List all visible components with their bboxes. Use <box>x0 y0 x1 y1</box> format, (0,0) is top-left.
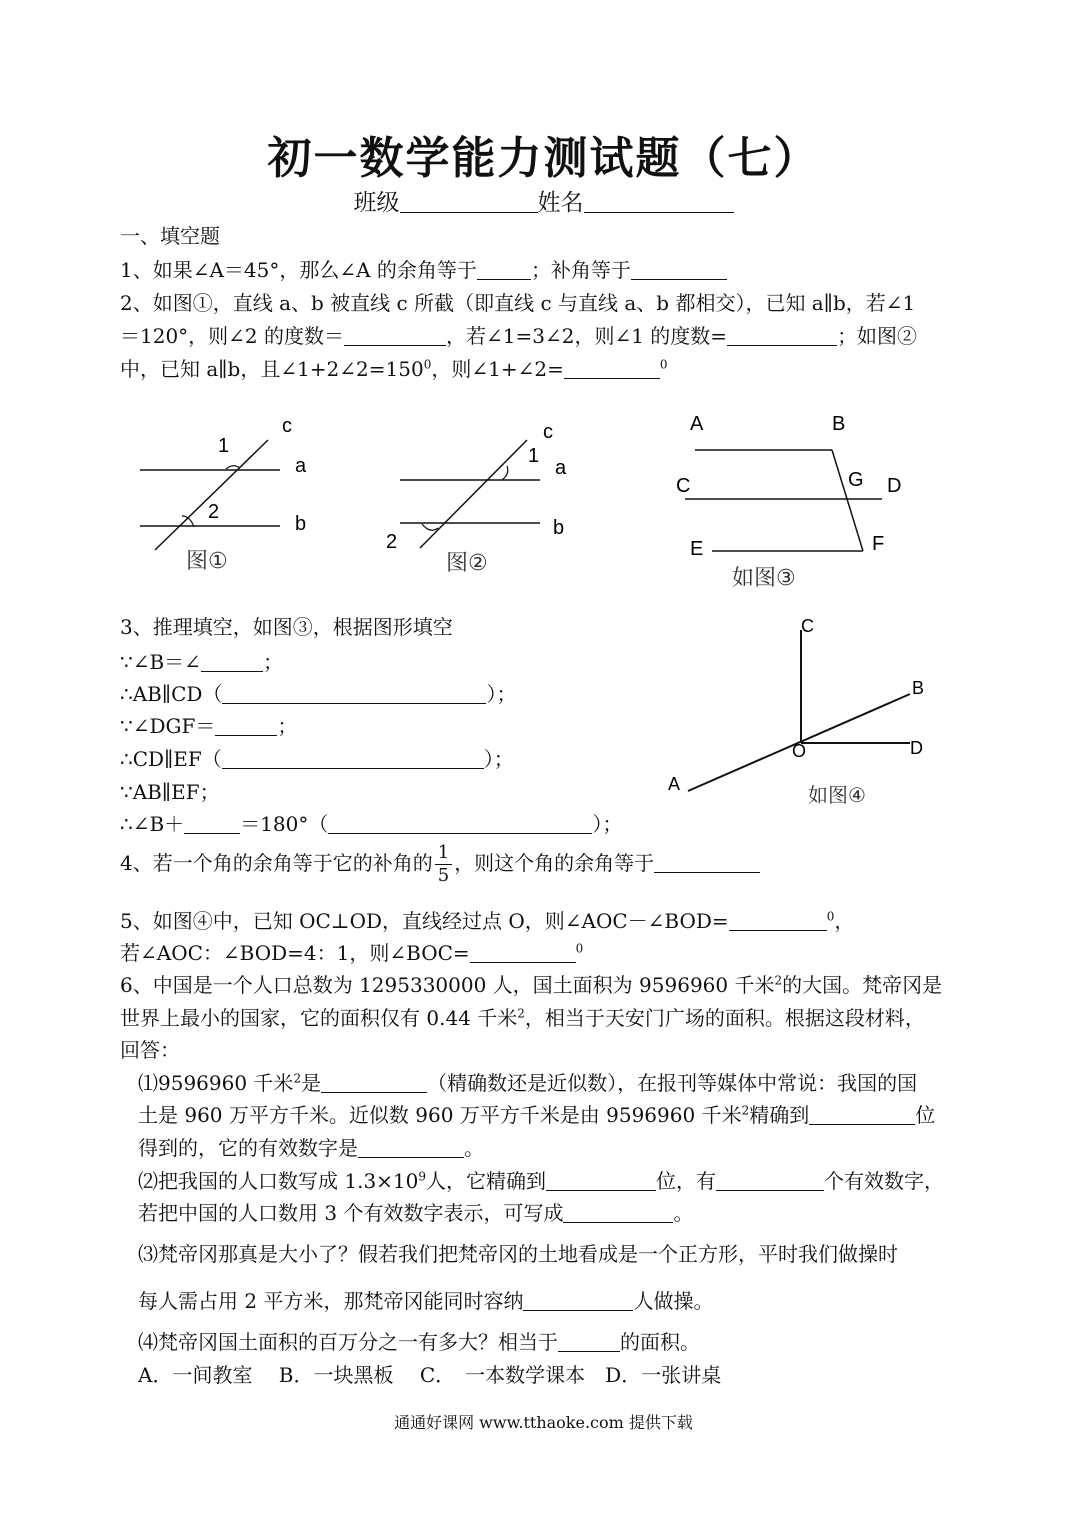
footer: 通通好课网 www.tthaoke.com 提供下载 <box>394 1413 693 1432</box>
q3-blank-2 <box>222 683 486 704</box>
q3-step-6-mid: ＝180°（ <box>240 812 329 836</box>
fig3-label-a: A <box>690 413 704 435</box>
q6-sup-2: 2 <box>517 1006 525 1021</box>
q6-p1-text-d: 土是 960 万平方千米。近似数 960 万平方千米是由 9596960 千米 <box>138 1103 742 1127</box>
q6-p2-text-e: 若把中国的人口数用 3 个有效数字表示，可写成 <box>138 1201 564 1225</box>
q2-text-d: 中，已知 a∥b，且∠1+2∠2=150 <box>120 357 424 381</box>
fig4-label-c: C <box>801 616 814 636</box>
fig3-label-g: G <box>848 469 864 491</box>
fig1-label-a: a <box>295 455 307 477</box>
q2-text-c: ；如图② <box>837 324 918 348</box>
q5-blank-1 <box>729 910 827 931</box>
q2-superscript: 0 <box>423 357 432 372</box>
fig1-caption: 图① <box>186 548 228 573</box>
fig2-label-b: b <box>553 517 565 539</box>
q5-degree-1: 0 <box>826 909 835 924</box>
q6-part-2-line-2 <box>138 1197 693 1226</box>
q1-text-b: ；补角等于 <box>530 258 631 282</box>
q6-line-3: 回答： <box>120 1038 180 1062</box>
fig2-angle2-arc <box>422 524 438 530</box>
q5-line-1 <box>120 905 854 934</box>
q3-step-6-end: ）； <box>592 812 623 836</box>
q6-p2-blank-3 <box>563 1202 673 1223</box>
fig3-label-c: C <box>676 475 691 497</box>
question-4 <box>120 842 760 887</box>
q6-p1-text-a: ⑴9596960 千米 <box>138 1071 294 1095</box>
q5-blank-2 <box>470 942 576 963</box>
q3-step-2 <box>120 678 516 707</box>
q3-step-4-end: ）； <box>483 747 514 771</box>
figure-2 <box>380 410 595 585</box>
q6-text-b: 的大国。梵帝冈是 <box>782 973 943 997</box>
q6-part-1-line-1 <box>138 1067 917 1096</box>
q3-step-1-end: ； <box>262 650 283 674</box>
q5-degree-2: 0 <box>575 941 584 956</box>
q5-line-2 <box>120 937 583 966</box>
q6-p1-blank-2 <box>809 1104 915 1125</box>
q3-step-2-end: ）； <box>486 682 517 706</box>
q2-degree: 0 <box>659 357 668 372</box>
q6-p1-text-c: （精确数还是近似数），在报刊等媒体中常说：我国的国 <box>427 1071 918 1095</box>
q2-line-2 <box>120 320 917 349</box>
q5-text-b: 若∠AOC：∠BOD=4：1，则∠BOC= <box>120 941 470 965</box>
fig1-line-c <box>155 440 268 550</box>
q6-p2-blank-1 <box>546 1170 656 1191</box>
q3-step-3 <box>120 710 297 739</box>
q3-step-2-text: ∴AB∥CD（ <box>120 682 223 706</box>
fig4-label-a: A <box>668 774 681 794</box>
fig4-label-o: O <box>792 741 807 761</box>
class-label: 班级 <box>353 190 400 216</box>
figure-1 <box>130 410 340 585</box>
q6-p1-text-g: 得到的，它的有效数字是 <box>138 1136 358 1160</box>
name-label: 姓名 <box>537 190 584 216</box>
fig4-label-b: B <box>912 678 925 698</box>
q3-blank-4 <box>222 748 484 769</box>
q5-text-a: 5、如图④中，已知 OC⊥OD，直线经过点 O，则∠AOC－∠BOD= <box>120 909 729 933</box>
q4-text-b: ，则这个角的余角等于 <box>454 851 655 875</box>
q3-step-1 <box>120 646 283 675</box>
q3-step-1-text: ∵∠B＝∠ <box>120 650 201 674</box>
q2-line-1: 2、如图①，直线 a、b 被直线 c 所截（即直线 c 与直线 a、b 都相交），已知 a∥b，若∠1 <box>120 291 916 315</box>
q6-p1-sup: 2 <box>293 1071 302 1086</box>
q6-line-2 <box>120 1002 925 1031</box>
q3-step-5: ∵AB∥EF； <box>120 780 220 804</box>
q6-sup-1: 2 <box>774 973 783 988</box>
q3-blank-1 <box>201 651 263 672</box>
q6-line-1 <box>120 969 942 998</box>
fig2-label-1: 1 <box>528 445 540 467</box>
q4-text-a: 4、若一个角的余角等于它的补角的 <box>120 851 433 875</box>
q6-p3-text-b: 每人需占用 2 平方米，那梵帝冈能同时容纳 <box>138 1289 524 1313</box>
q6-part-3-line-1: ⑶梵帝冈那真是大小了？假若我们把梵帝冈的土地看成是一个正方形，平时我们做操时 <box>138 1242 898 1266</box>
q6-part-1-line-2 <box>138 1099 935 1128</box>
q6-part-1-line-3 <box>138 1132 484 1161</box>
fig2-label-c: c <box>543 421 553 443</box>
q2-text-a: ＝120°，则∠2 的度数＝ <box>120 324 345 348</box>
q6-p1-text-e: 精确到 <box>749 1103 810 1127</box>
q3-blank-3 <box>215 715 277 736</box>
q3-step-4 <box>120 743 514 772</box>
q2-blank-1 <box>344 325 446 346</box>
q6-p3-text-c: 人做操。 <box>633 1289 714 1313</box>
figure-3 <box>670 400 920 595</box>
q2-text-b: ，若∠1=3∠2，则∠1 的度数= <box>446 324 728 348</box>
fig4-caption: 如图④ <box>808 785 866 807</box>
fig3-label-b: B <box>832 413 846 435</box>
q6-p1-sup-2: 2 <box>741 1103 750 1118</box>
q3-step-3-text: ∵∠DGF＝ <box>120 714 216 738</box>
fig4-label-d: D <box>910 738 923 758</box>
page-title: 初一数学能力测试题（七） <box>267 133 820 184</box>
q2-line-3 <box>120 353 667 382</box>
fig2-label-a: a <box>555 457 567 479</box>
q6-text-a: 6、中国是一个人口总数为 1295330000 人，国土面积为 9596960 千米 <box>120 973 775 997</box>
fig2-caption: 图② <box>446 550 488 575</box>
q6-p4-blank <box>558 1331 620 1352</box>
q1-blank-2 <box>631 259 727 280</box>
q6-p4-text-a: ⑷梵帝冈国土面积的百万分之一有多大？相当于 <box>138 1330 558 1354</box>
q6-p2-blank-2 <box>716 1170 824 1191</box>
q6-p2-text-a: ⑵把我国的人口数写成 1.3×10 <box>138 1169 419 1193</box>
q6-p2-sup: 9 <box>418 1169 427 1184</box>
fig1-label-1: 1 <box>218 435 230 457</box>
section-heading: 一、填空题 <box>120 224 220 248</box>
q2-blank-3 <box>564 358 660 379</box>
q6-p2-text-d: 个有效数字， <box>824 1169 945 1193</box>
question-1 <box>120 254 727 283</box>
class-blank <box>400 192 538 213</box>
q3-step-6-text: ∴∠B＋ <box>120 812 185 836</box>
q6-p2-text-c: 位，有 <box>656 1169 717 1193</box>
student-info <box>0 184 1087 217</box>
q1-blank-1 <box>477 259 531 280</box>
fig1-label-2: 2 <box>208 501 220 523</box>
figure-4 <box>660 612 940 812</box>
q2-blank-2 <box>727 325 837 346</box>
q3-step-4-text: ∴CD∥EF（ <box>120 747 222 771</box>
q2-text-e: ，则∠1+∠2= <box>431 357 564 381</box>
q6-part-2-line-1 <box>138 1165 944 1194</box>
q6-p1-text-f: 位 <box>915 1103 936 1127</box>
q4-denominator: 5 <box>437 865 450 886</box>
q6-p4-text-b: 的面积。 <box>620 1330 700 1354</box>
q6-text-c: 世界上最小的国家，它的面积仅有 0.44 千米 <box>120 1006 518 1030</box>
q3-blank-6 <box>328 813 592 834</box>
q3-step-3-end: ； <box>277 714 298 738</box>
fig3-label-f: F <box>872 533 885 555</box>
fig1-label-c: c <box>282 415 292 437</box>
fig3-line-bf <box>832 450 863 551</box>
fig2-angle1-arc <box>502 466 508 480</box>
q3-step-6 <box>120 808 622 837</box>
q6-p1-text-b: 是 <box>301 1071 322 1095</box>
q6-text-d: ，相当于天安门广场的面积。根据这段材料， <box>524 1006 925 1030</box>
name-blank <box>584 192 734 213</box>
fig3-caption: 如图③ <box>732 565 796 590</box>
q3-heading: 3、推理填空，如图③，根据图形填空 <box>120 615 453 639</box>
q4-fraction <box>435 842 452 887</box>
q1-text-a: 1、如果∠A＝45°，那么∠A 的余角等于 <box>120 258 477 282</box>
q6-p2-text-b: 人，它精确到 <box>426 1169 547 1193</box>
q3-blank-5 <box>184 813 240 834</box>
fig1-label-b: b <box>295 513 307 535</box>
q6-p1-blank-1 <box>321 1072 427 1093</box>
q4-blank <box>654 852 760 873</box>
q4-numerator: 1 <box>435 842 452 865</box>
q6-p2-text-f: 。 <box>673 1201 694 1225</box>
q6-part-3-line-2 <box>138 1285 713 1314</box>
q6-p1-text-h: 。 <box>464 1136 484 1160</box>
fig3-label-e: E <box>690 538 704 560</box>
q6-part-4 <box>138 1326 700 1355</box>
q5-comma: ， <box>834 909 855 933</box>
fig2-label-2: 2 <box>386 531 398 553</box>
fig3-label-d: D <box>887 475 902 497</box>
q6-p3-blank <box>523 1290 633 1311</box>
q6-p1-blank-3 <box>358 1137 464 1158</box>
fig2-line-c <box>420 440 527 548</box>
q6-options: A．一间教室 B．一块黑板 C． 一本数学课本 D．一张讲桌 <box>138 1363 722 1387</box>
